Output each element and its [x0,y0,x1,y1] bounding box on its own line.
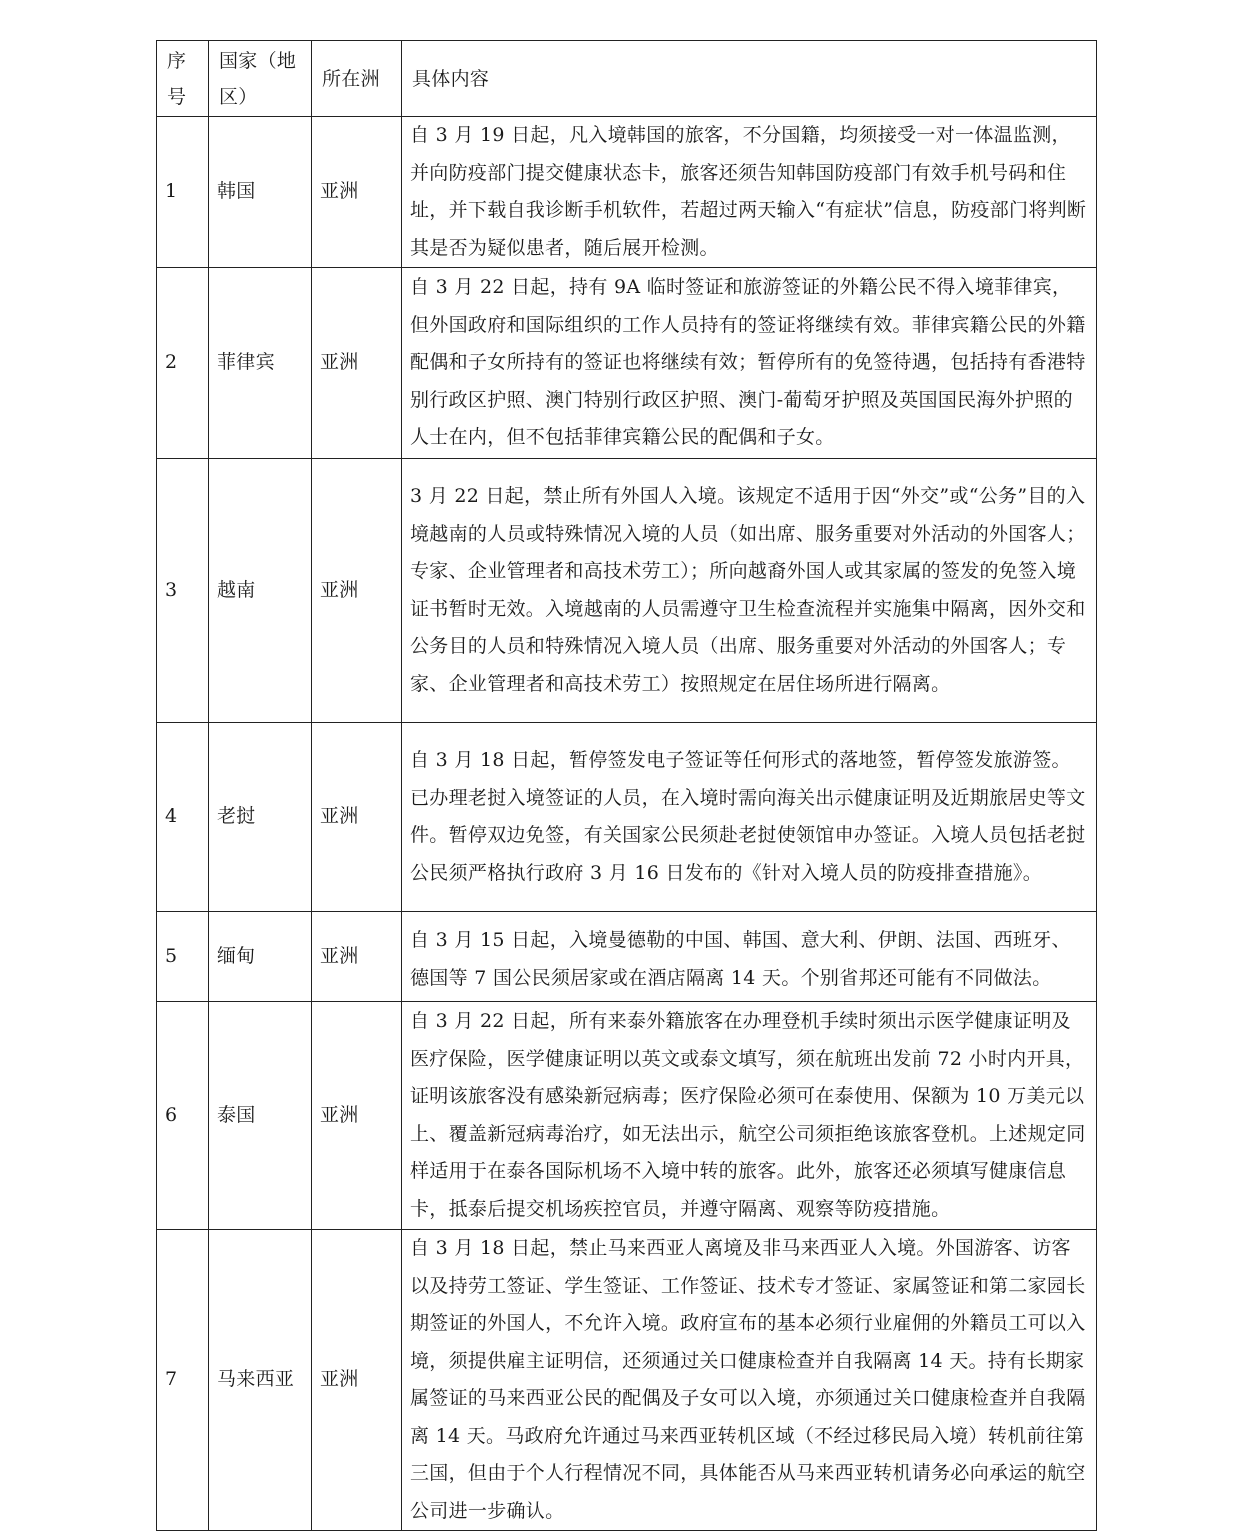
row-content [402,1230,1097,1531]
row-number: 7 [157,1230,209,1531]
row-content [402,459,1097,723]
row-continent: 亚洲 [312,723,402,912]
row-content [402,723,1097,912]
header-no: 序号 [157,41,209,117]
table-row [157,117,1097,268]
header-continent: 所在洲 [312,41,402,117]
header-content: 具体内容 [402,41,1097,117]
row-content-text: 自 3 月 18 日起，禁止马来西亚人离境及非马来西亚人入境。外国游客、访客以及持劳工签证、学生签证、工作签证、技术专才签证、家属签证和第二家园长期签证的外国人，不允许入境。政府宣布的基本必须行业雇佣的外籍员工可以入境，须提供雇主证明信，还须通过关口健康检查并自我隔离 14 天。持有长期家属签证的马来西亚公民的配偶及子女可以入境，亦须通过关口健康检查并自我隔离 14 天。马政府允许通过马来西亚转机区域（不经过移民局入境）转机前往第三国，但由于个人行程情况不同，具体能否从马来西亚转机请务必向承运的航空公司进一步确认。 [410,1237,1086,1522]
table-row [157,723,1097,912]
row-content [402,268,1097,459]
row-content-text: 3 月 22 日起，禁止所有外国人入境。该规定不适用于因“外交”或“公务”目的入境越南的人员或特殊情况入境的人员（如出席、服务重要对外活动的外国客人；专家、企业管理者和高技术劳工）；所向越裔外国人或其家属的签发的免签入境证书暂时无效。入境越南的人员需遵守卫生检查流程并实施集中隔离，因外交和公务目的人员和特殊情况入境人员（出席、服务重要对外活动的外国客人；专家、企业管理者和高技术劳工）按照规定在居住场所进行隔离。 [410,485,1086,695]
row-country: 越南 [209,459,312,723]
row-number: 6 [157,1002,209,1230]
row-continent: 亚洲 [312,912,402,1002]
table-row [157,1002,1097,1230]
row-content [402,117,1097,268]
row-content-text: 自 3 月 19 日起，凡入境韩国的旅客，不分国籍，均须接受一对一体温监测，并向防疫部门提交健康状态卡，旅客还须告知韩国防疫部门有效手机号码和住址，并下载自我诊断手机软件，若超过两天输入“有症状”信息，防疫部门将判断其是否为疑似患者，随后展开检测。 [410,124,1087,259]
table-header-row [157,41,1097,117]
row-continent: 亚洲 [312,1002,402,1230]
row-number: 3 [157,459,209,723]
table-row [157,912,1097,1002]
entry-policy-table [156,40,1097,1531]
header-country: 国家（地区） [209,41,312,117]
row-content [402,1002,1097,1230]
row-number: 1 [157,117,209,268]
table-row [157,268,1097,459]
row-country: 泰国 [209,1002,312,1230]
row-content [402,912,1097,1002]
table-row [157,459,1097,723]
table-row [157,1230,1097,1531]
row-country: 韩国 [209,117,312,268]
row-country: 马来西亚 [209,1230,312,1531]
row-country: 菲律宾 [209,268,312,459]
row-content-text: 自 3 月 22 日起，所有来泰外籍旅客在办理登机手续时须出示医学健康证明及医疗保险，医学健康证明以英文或泰文填写，须在航班出发前 72 小时内开具，证明该旅客没有感染新冠病毒；医疗保险必须可在泰使用、保额为 10 万美元以上、覆盖新冠病毒治疗，如无法出示，航空公司须拒绝该旅客登机。上述规定同样适用于在泰各国际机场不入境中转的旅客。此外，旅客还必须填写健康信息卡，抵泰后提交机场疾控官员，并遵守隔离、观察等防疫措施。 [410,1010,1086,1220]
row-continent: 亚洲 [312,459,402,723]
row-content-text: 自 3 月 18 日起，暂停签发电子签证等任何形式的落地签，暂停签发旅游签。已办理老挝入境签证的人员，在入境时需向海关出示健康证明及近期旅居史等文件。暂停双边免签，有关国家公民须赴老挝使领馆申办签证。入境人员包括老挝公民须严格执行政府 3 月 16 日发布的《针对入境人员的防疫排查措施》。 [410,749,1086,884]
row-number: 5 [157,912,209,1002]
row-number: 2 [157,268,209,459]
row-content-text: 自 3 月 15 日起，入境曼德勒的中国、韩国、意大利、伊朗、法国、西班牙、德国等 7 国公民须居家或在酒店隔离 14 天。个别省邦还可能有不同做法。 [410,929,1071,989]
row-continent: 亚洲 [312,117,402,268]
row-content-text: 自 3 月 22 日起，持有 9A 临时签证和旅游签证的外籍公民不得入境菲律宾，但外国政府和国际组织的工作人员持有的签证将继续有效。菲律宾籍公民的外籍配偶和子女所持有的签证也将继续有效；暂停所有的免签待遇，包括持有香港特别行政区护照、澳门特别行政区护照、澳门-葡萄牙护照及英国国民海外护照的人士在内，但不包括菲律宾籍公民的配偶和子女。 [410,276,1086,449]
row-continent: 亚洲 [312,1230,402,1531]
row-continent: 亚洲 [312,268,402,459]
row-country: 缅甸 [209,912,312,1002]
row-country: 老挝 [209,723,312,912]
row-number: 4 [157,723,209,912]
